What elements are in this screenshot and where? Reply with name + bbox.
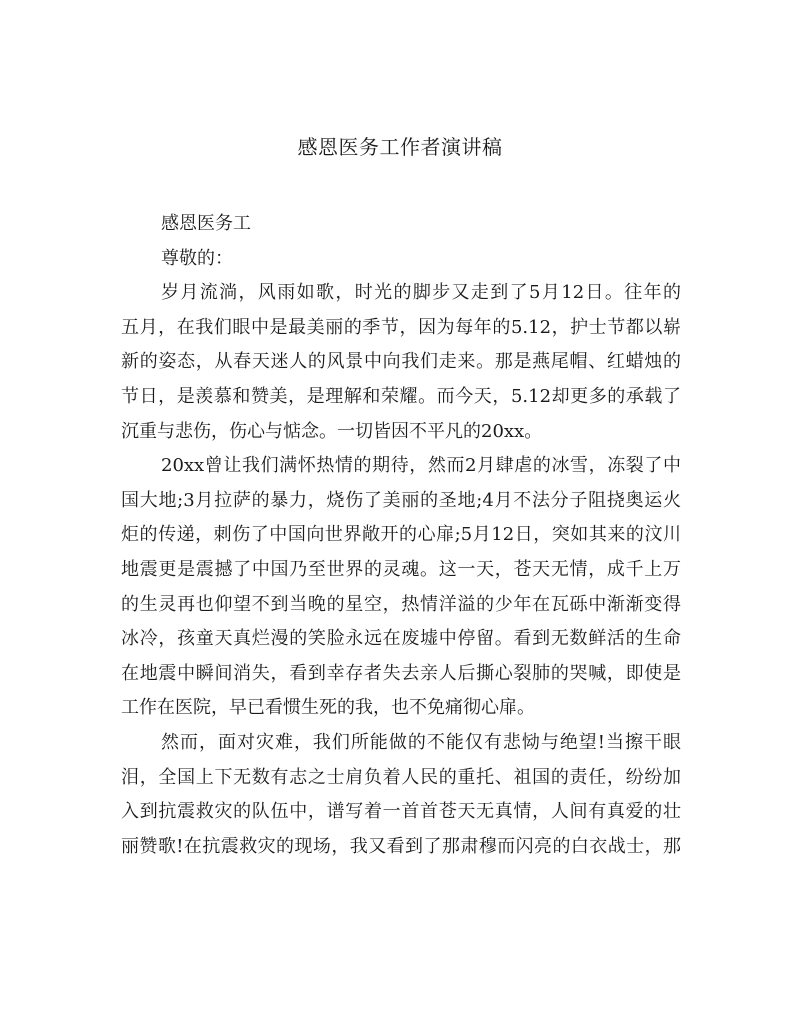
text-line: 的生灵再也仰望不到当晚的星空，热情洋溢的少年在瓦砾中渐渐变得 <box>121 593 681 615</box>
text-line: 沉重与悲伤，伤心与惦念。一切皆因不平凡的20xx。 <box>121 420 543 442</box>
text-line: 尊敬的： <box>161 247 233 269</box>
text-line: 新的姿态，从春天迷人的风景中向我们走来。那是燕尾帽、红蜡烛的 <box>121 351 681 373</box>
document-body <box>121 207 681 864</box>
text-line: 冰冷，孩童天真烂漫的笑脸永远在废墟中停留。看到无数鲜活的生命 <box>121 628 681 650</box>
text-line: 国大地;3月拉萨的暴力，烧伤了美丽的圣地;4月不法分子阻挠奥运火 <box>121 489 681 511</box>
text-line: 工作在医院，早已看惯生死的我，也不免痛彻心扉。 <box>121 697 535 719</box>
text-line: 然而，面对灾难，我们所能做的不能仅有悲恸与绝望!当擦干眼 <box>161 731 681 753</box>
text-line: 炬的传递，刺伤了中国向世界敞开的心扉;5月12日，突如其来的汶川 <box>121 524 681 546</box>
text-line: 在地震中瞬间消失，看到幸存者失去亲人后撕心裂肺的哭喊，即使是 <box>121 662 681 684</box>
text-line: 岁月流淌，风雨如歌，时光的脚步又走到了5月12日。往年的 <box>161 282 681 304</box>
text-line: 丽赞歌!在抗震救灾的现场，我又看到了那肃穆而闪亮的白衣战士，那 <box>121 835 681 857</box>
text-line: 20xx曾让我们满怀热情的期待，然而2月肆虐的冰雪，冻裂了中 <box>161 455 681 477</box>
text-line: 五月，在我们眼中是最美丽的季节，因为每年的5.12，护士节都以崭 <box>121 316 681 338</box>
document-title: 感恩医务工作者演讲稿 <box>297 135 503 159</box>
text-line: 节日，是羡慕和赞美，是理解和荣耀。而今天，5.12却更多的承载了 <box>121 385 681 407</box>
text-line: 感恩医务工 <box>161 213 251 234</box>
text-line: 入到抗震救灾的队伍中，谱写着一首首苍天无真情，人间有真爱的壮 <box>121 801 681 823</box>
text-line: 泪，全国上下无数有志之士肩负着人民的重托、祖国的责任，纷纷加 <box>121 766 681 788</box>
text-line: 地震更是震撼了中国乃至世界的灵魂。这一天，苍天无情，成千上万 <box>121 558 681 580</box>
